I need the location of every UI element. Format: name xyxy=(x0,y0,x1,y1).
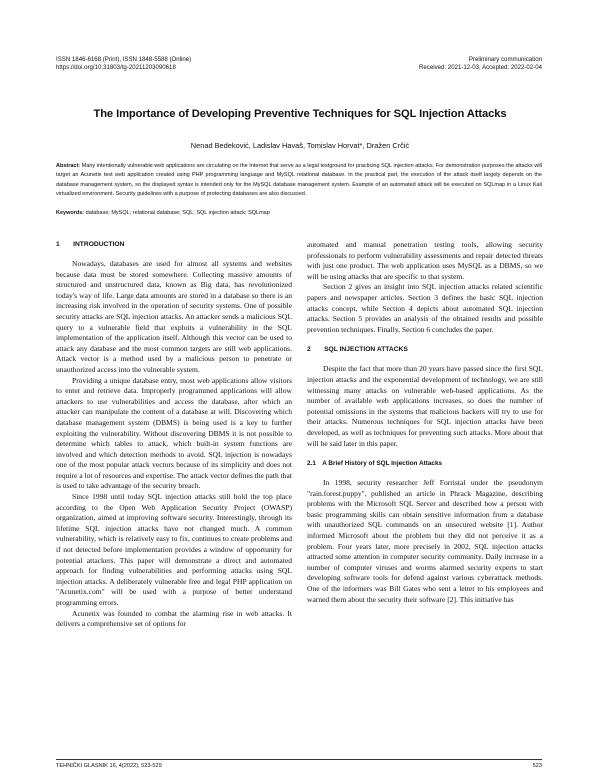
header-right xyxy=(419,56,542,72)
keywords-label: Keywords: xyxy=(56,210,85,216)
abstract-label: Abstract: xyxy=(56,163,81,169)
footer-page-number: 523 xyxy=(532,763,542,769)
paragraph: Acunetix was founded to combat the alarming rise in web attacks. It delivers a comprehensive set of options for xyxy=(56,608,292,629)
paragraph: Nowadays, databases are used for almost all systems and websites because data must be stored somewhere. Collecting massive amounts of structured and unstructured data, known as Big data, has revolutionized today's way of life. Large data amounts are stored in a database so there is an increasing risk involved in the operation of security systems. One of possible security attacks are SQL injection attacks. An attacker sends a malicious SQL query to a vulnerable field that exploits a vulnerability in the SQL implementation of the application itself. Although this vector can be used to attack any database and the most common targets are still web applications. Attack vector is a method used by a malicious person to penetrate or unauthorized access into the vulnerable system. xyxy=(56,259,292,374)
paper-dates: Received: 2021-12-03, Accepted: 2022-02-04 xyxy=(419,64,542,71)
author-list: Nenad Bedeković, Ladislav Havaš, Tomislav Horvat*, Dražen Crčić xyxy=(190,141,410,150)
section-1-heading: 1 INTRODUCTION xyxy=(56,241,125,248)
paragraph: In 1998, security researcher Jeff Forristal under the pseudonym "rain.forest.puppy", published an article in Phrack Magazine, describing problems with the Microsoft SQL Server and described how a person with basic programming skills can obtain sensitive information from a database with unauthorized SQL commands on an unsecured website [1]. Author informed Microsoft about the problem but they did not perceive it as a problem. Four years later, more precisely in 2002, SQL injection attacks attracted some attention in computer security community. Daily increase in a number of computer viruses and worms alarmed security experts to start developing software tools for defend against various cyberattack methods. One of the informers was Bill Gates who sent a letter to his employees and warned them about the security their software [2]. This initiative has xyxy=(307,478,543,604)
paragraph: Providing a unique database entry, most web applications allow visitors to enter and retrieve data. Improperly programmed applications will allow attackers to use vulnerabilities and access the database, after which an attacker can manipulate the content of a database at will. Discovering which database management system (DBMS) is being used is a key to further exploiting the vulnerability. Without discovering DBMS it is not possible to determine which tables to attack, which built-in system functions are involved and which detection methods to avoid. SQL injection is nowadays one of the most popular attack vectors because of its simplicity and does not require a lot of resources and expertise. The attack vector defines the path that is used to take advantage of the security breach. xyxy=(56,375,292,491)
footer-rule xyxy=(56,759,542,760)
left-column xyxy=(56,240,292,630)
paragraph: automated and manual penetration testing tools, allowing security professionals to perform vulnerability assessments and repair detected threats with just one product. The web application uses MySQL as a DBMS, so we will be using attacks that are specific to that system. xyxy=(307,240,543,281)
right-column xyxy=(307,240,543,605)
keywords xyxy=(56,209,542,218)
paper-type: Preliminary communication xyxy=(468,56,542,63)
keywords-text: database; MySQL; relational database; SQL; SQL injection attack; SQLmap xyxy=(85,210,270,216)
paragraph: Despite the fact that more than 20 years have passed since the first SQL injection attacks and the exponential development of technology, we are still witnessing many attacks on vulnerable web-based applications. As the number of available web applications increases, so does the number of potential omissions in the systems that malicious hackers will try to use for their attacks. Numerous techniques for SQL injection attacks have been developed, as well as techniques for preventing such attacks. More about that will be said later in this paper. xyxy=(307,364,543,448)
header-left xyxy=(56,56,191,72)
paragraph: Section 2 gives an insight into SQL injection attacks related scientific papers and newspaper articles. Section 3 defines the basic SQL injection attacks concept, while Section 4 depicts about automated SQL injection attacks. Section 5 provides an analysis of the obtained results and possible prevention techniques. Finally, Section 6 concludes the paper. xyxy=(307,282,543,334)
doi-link[interactable]: https://doi.org/10.31803/tg-20211203090618 xyxy=(56,64,176,71)
abstract-text: Many intentionally vulnerable web applications are circulating on the Internet that serve as a legal testground for practicing SQL injection attacks. For demonstration purposes the attacks will target an Acunetix test web application created using PHP programming language and MySQL relational database. In the practical part, the execution of the attack itself largely depends on the database management system, so the displayed syntax is intended only for the MySQL database management system. Example of an automated attack will be executed on SQLmap in a Linux Kali virtualized environment. Security guidelines with a purpose of protecting databases are also discussed. xyxy=(56,163,543,198)
footer-journal: TEHNIČKI GLASNIK 16, 4(2022), 523-529 xyxy=(56,763,162,769)
section-2-1-heading: 2.1 A Brief History of SQL Injection Attacks xyxy=(307,460,443,468)
section-2-heading: 2 SQL INJECTION ATTACKS xyxy=(307,346,408,354)
paragraph: Since 1998 until today SQL injection attacks still hold the top place according to the Open Web Application Security Project (OWASP) organization, aimed at improving software security. Interestingly, through its lifetime SQL injection attacks have not changed much. A common vulnerability, which is relatively easy to fix, continues to create problems and if not detected before implementation provides a window of opportunity for potential attackers. This paper will demonstrate a direct and automated approach for finding vulnerabilities and performing attacks using SQL injection attacks. A deliberately vulnerable free and legal PHP application on "Acunetix.com" will be used with a purpose of better understand programming errors. xyxy=(56,492,292,607)
issn-line: ISSN 1846-6168 (Print), ISSN 1848-5588 (Online) xyxy=(56,56,192,63)
paper-title: The Importance of Developing Preventive Techniques for SQL Injection Attacks xyxy=(93,108,507,120)
abstract xyxy=(56,162,542,200)
